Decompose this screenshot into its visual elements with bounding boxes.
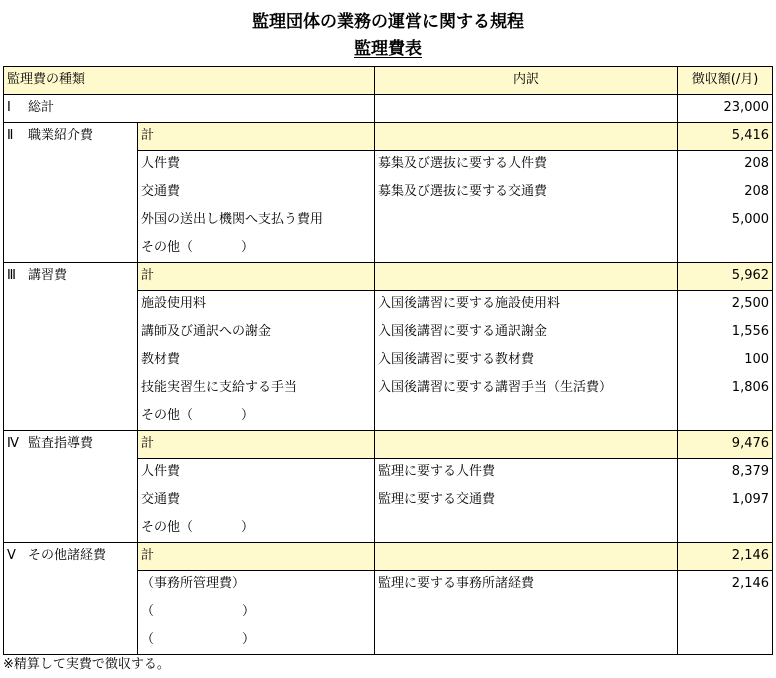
item-amount: 5,000 bbox=[678, 207, 773, 235]
item-detail: 募集及び選抜に要する交通費 bbox=[375, 179, 678, 207]
subtotal-label: 計 bbox=[138, 431, 375, 459]
header-amount: 徴収額(/月) bbox=[678, 67, 773, 95]
item-name: （ ） bbox=[138, 599, 375, 627]
item-detail: 入国後講習に要する教材費 bbox=[375, 347, 678, 375]
section-label-cell bbox=[4, 263, 138, 431]
total-amount: 23,000 bbox=[678, 95, 773, 123]
item-name: 人件費 bbox=[138, 151, 375, 180]
item-detail: 監理に要する交通費 bbox=[375, 487, 678, 515]
fee-table bbox=[3, 66, 773, 655]
item-name: 交通費 bbox=[138, 487, 375, 515]
item-detail bbox=[375, 627, 678, 655]
item-name: 講師及び通訳への謝金 bbox=[138, 319, 375, 347]
item-detail bbox=[375, 515, 678, 543]
roman-numeral: Ⅳ bbox=[7, 436, 19, 451]
document-subtitle: 監理費表 bbox=[354, 39, 422, 59]
item-amount: 100 bbox=[678, 347, 773, 375]
item-detail bbox=[375, 403, 678, 431]
header-row bbox=[4, 67, 773, 95]
item-name: 施設使用料 bbox=[138, 291, 375, 320]
item-amount: 208 bbox=[678, 151, 773, 180]
item-amount: 2,146 bbox=[678, 571, 773, 600]
item-amount bbox=[678, 599, 773, 627]
section-label: その他諸経費 bbox=[28, 548, 107, 563]
section-label: 講習費 bbox=[28, 268, 68, 283]
subtotal-label: 計 bbox=[138, 123, 375, 151]
item-name: 技能実習生に支給する手当 bbox=[138, 375, 375, 403]
item-detail bbox=[375, 207, 678, 235]
item-name: その他（ ） bbox=[138, 403, 375, 431]
item-detail: 監理に要する事務所諸経費 bbox=[375, 571, 678, 600]
header-category: 監理費の種類 bbox=[4, 67, 375, 95]
subtotal-label: 計 bbox=[138, 543, 375, 571]
item-detail: 募集及び選抜に要する人件費 bbox=[375, 151, 678, 180]
item-amount bbox=[678, 235, 773, 263]
item-amount bbox=[678, 627, 773, 655]
item-amount: 1,097 bbox=[678, 487, 773, 515]
item-amount: 8,379 bbox=[678, 459, 773, 488]
item-amount bbox=[678, 515, 773, 543]
item-name: （事務所管理費） bbox=[138, 571, 375, 600]
item-name: その他（ ） bbox=[138, 515, 375, 543]
item-amount: 1,806 bbox=[678, 375, 773, 403]
roman-numeral: Ⅲ bbox=[7, 268, 16, 283]
subtotal-amount: 5,962 bbox=[678, 263, 773, 291]
section-label-cell bbox=[4, 123, 138, 263]
item-name: 外国の送出し機関へ支払う費用 bbox=[138, 207, 375, 235]
item-amount bbox=[678, 403, 773, 431]
section-label: 職業紹介費 bbox=[28, 128, 94, 143]
item-detail bbox=[375, 235, 678, 263]
item-name: 交通費 bbox=[138, 179, 375, 207]
subtotal-detail bbox=[375, 263, 678, 291]
subtotal-label: 計 bbox=[138, 263, 375, 291]
item-name: （ ） bbox=[138, 627, 375, 655]
total-label-cell bbox=[4, 95, 375, 123]
subtotal-amount: 2,146 bbox=[678, 543, 773, 571]
section-subtotal-row bbox=[4, 263, 773, 291]
header-breakdown: 内訳 bbox=[375, 67, 678, 95]
subtotal-amount: 5,416 bbox=[678, 123, 773, 151]
section-label: 監査指導費 bbox=[28, 436, 94, 451]
subtotal-detail bbox=[375, 431, 678, 459]
roman-numeral: Ⅰ bbox=[7, 100, 11, 115]
section-subtotal-row bbox=[4, 431, 773, 459]
item-amount: 2,500 bbox=[678, 291, 773, 320]
item-name: その他（ ） bbox=[138, 235, 375, 263]
document-title: 監理団体の業務の運営に関する規程 bbox=[252, 12, 524, 32]
roman-numeral: Ⅱ bbox=[7, 128, 14, 143]
section-label-cell bbox=[4, 543, 138, 655]
item-detail bbox=[375, 599, 678, 627]
item-amount: 1,556 bbox=[678, 319, 773, 347]
item-amount: 208 bbox=[678, 179, 773, 207]
item-detail: 監理に要する人件費 bbox=[375, 459, 678, 488]
total-row bbox=[4, 95, 773, 123]
section-subtotal-row bbox=[4, 123, 773, 151]
subtotal-detail bbox=[375, 543, 678, 571]
section-subtotal-row bbox=[4, 543, 773, 571]
section-label-cell bbox=[4, 431, 138, 543]
item-detail: 入国後講習に要する通訳謝金 bbox=[375, 319, 678, 347]
subtotal-detail bbox=[375, 123, 678, 151]
total-label: 総計 bbox=[28, 100, 55, 115]
roman-numeral: Ⅴ bbox=[7, 548, 16, 563]
item-detail: 入国後講習に要する施設使用料 bbox=[375, 291, 678, 320]
total-detail bbox=[375, 95, 678, 123]
item-name: 人件費 bbox=[138, 459, 375, 488]
item-name: 教材費 bbox=[138, 347, 375, 375]
subtotal-amount: 9,476 bbox=[678, 431, 773, 459]
item-detail: 入国後講習に要する講習手当（生活費） bbox=[375, 375, 678, 403]
footnote: ※精算して実費で徴収する。 bbox=[3, 657, 170, 672]
